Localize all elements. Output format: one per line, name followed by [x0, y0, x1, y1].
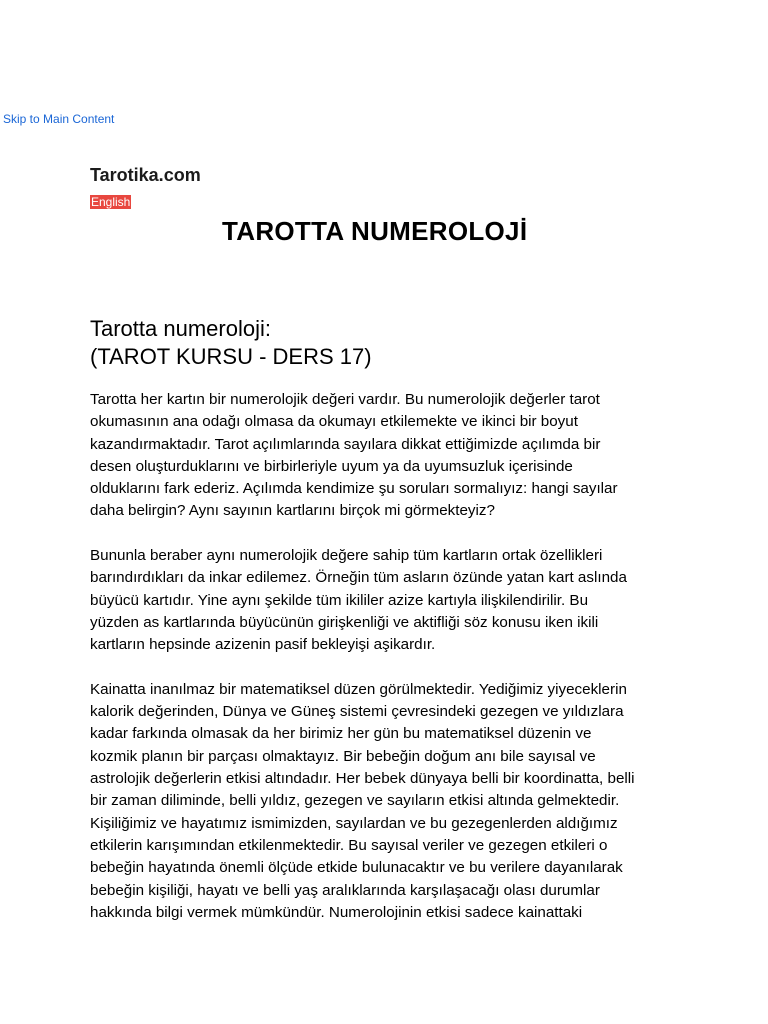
paragraph-line: bebeğin kişiliği, hayatı ve belli yaş aralıklarında karşılaşacağı olası durumlar — [90, 881, 600, 899]
section-title-line-1: Tarotta numeroloji: — [90, 316, 271, 341]
paragraph-2 — [90, 545, 700, 656]
skip-to-main-content-link[interactable]: Skip to Main Content — [3, 112, 115, 126]
paragraph-line: kozmik planın bir parçası olmaktayız. Bir bebeğin doğum anı bile sayısal ve — [90, 747, 596, 765]
page-title: TAROTTA NUMEROLOJİ — [222, 216, 528, 246]
paragraph-line: Kişiliğimiz ve hayatımız ismimizden, sayılardan ve bu gezegenlerden aldığımız — [90, 814, 618, 832]
paragraph-line: olduklarını fark ederiz. Açılımda kendimize şu soruları sormalıyız: hangi sayılar — [90, 480, 618, 498]
paragraph-line: okumasının ana odağı olmasa da okumayı etkilemekte ve ikinci bir boyut — [90, 413, 578, 431]
paragraph-line: desen oluşturduklarını ve birbirleriyle uyum ya da uyumsuzluk içerisinde — [90, 457, 573, 475]
paragraph-line: bir zaman diliminde, belli yıldız, gezegen ve sayıların etkisi altında gelmektedir. — [90, 792, 620, 810]
section-title — [90, 315, 372, 371]
paragraph-line: hakkında bilgi vermek mümkündür. Numerolojinin etkisi sadece kainattaki — [90, 903, 583, 921]
paragraph-line: kazandırmaktadır. Tarot açılımlarında sayılara dikkat ettiğimizde açılımda bir — [90, 435, 601, 453]
site-title: Tarotika.com — [90, 165, 201, 185]
paragraph-line: bebeğin hayatında önemli ölçüde etkide bulunacaktır ve bu verilere dayanılarak — [90, 859, 623, 877]
main-content — [90, 164, 700, 921]
paragraph-3 — [90, 679, 700, 924]
paragraph-line: kadar farkında olmasak da her birimiz her gün bu matematiksel düzenin ve — [90, 725, 592, 743]
section-title-line-2: (TAROT KURSU - DERS 17) — [90, 344, 372, 369]
paragraph-line: yüzden as kartlarında büyücünün girişkenliği ve aktifliği söz konusu iken ikili — [90, 613, 599, 631]
language-link-english[interactable]: English — [91, 195, 131, 209]
paragraph-line: etkilerin karışımından etkilenmektedir. Bu sayısal veriler ve gezegen etkileri o — [90, 836, 608, 854]
paragraph-line: Bununla beraber aynı numerolojik değere sahip tüm kartların ortak özellikleri — [90, 547, 603, 565]
paragraph-line: barındırdıkları da inkar edilemez. Örneğin tüm asların özünde yatan kart aslında — [90, 569, 627, 587]
paragraph-line: Kainatta inanılmaz bir matematiksel düzen görülmektedir. Yediğimiz yiyeceklerin — [90, 680, 627, 698]
paragraph-1 — [90, 389, 700, 523]
paragraph-line: daha belirgin? Aynı sayının kartlarını birçok mi görmekteyiz? — [90, 502, 495, 520]
paragraph-line: kartların hepsinde azizenin pasif bekleyişi aşikardır. — [90, 636, 436, 654]
paragraph-line: kalorik değerinden, Dünya ve Güneş sistemi çevresindeki gezegen ve yıldızlara — [90, 703, 624, 721]
body-text — [90, 389, 700, 946]
paragraph-line: Tarotta her kartın bir numerolojik değeri vardır. Bu numerolojik değerler tarot — [90, 391, 600, 408]
paragraph-line: astrolojik değerlerin etkisi altındadır. Her bebek dünyaya belli bir koordinatta, belli — [90, 770, 635, 788]
paragraph-line: büyücü kartıdır. Yine aynı şekilde tüm ikililer azize kartıyla ilişkilendirilir. Bu — [90, 591, 589, 609]
